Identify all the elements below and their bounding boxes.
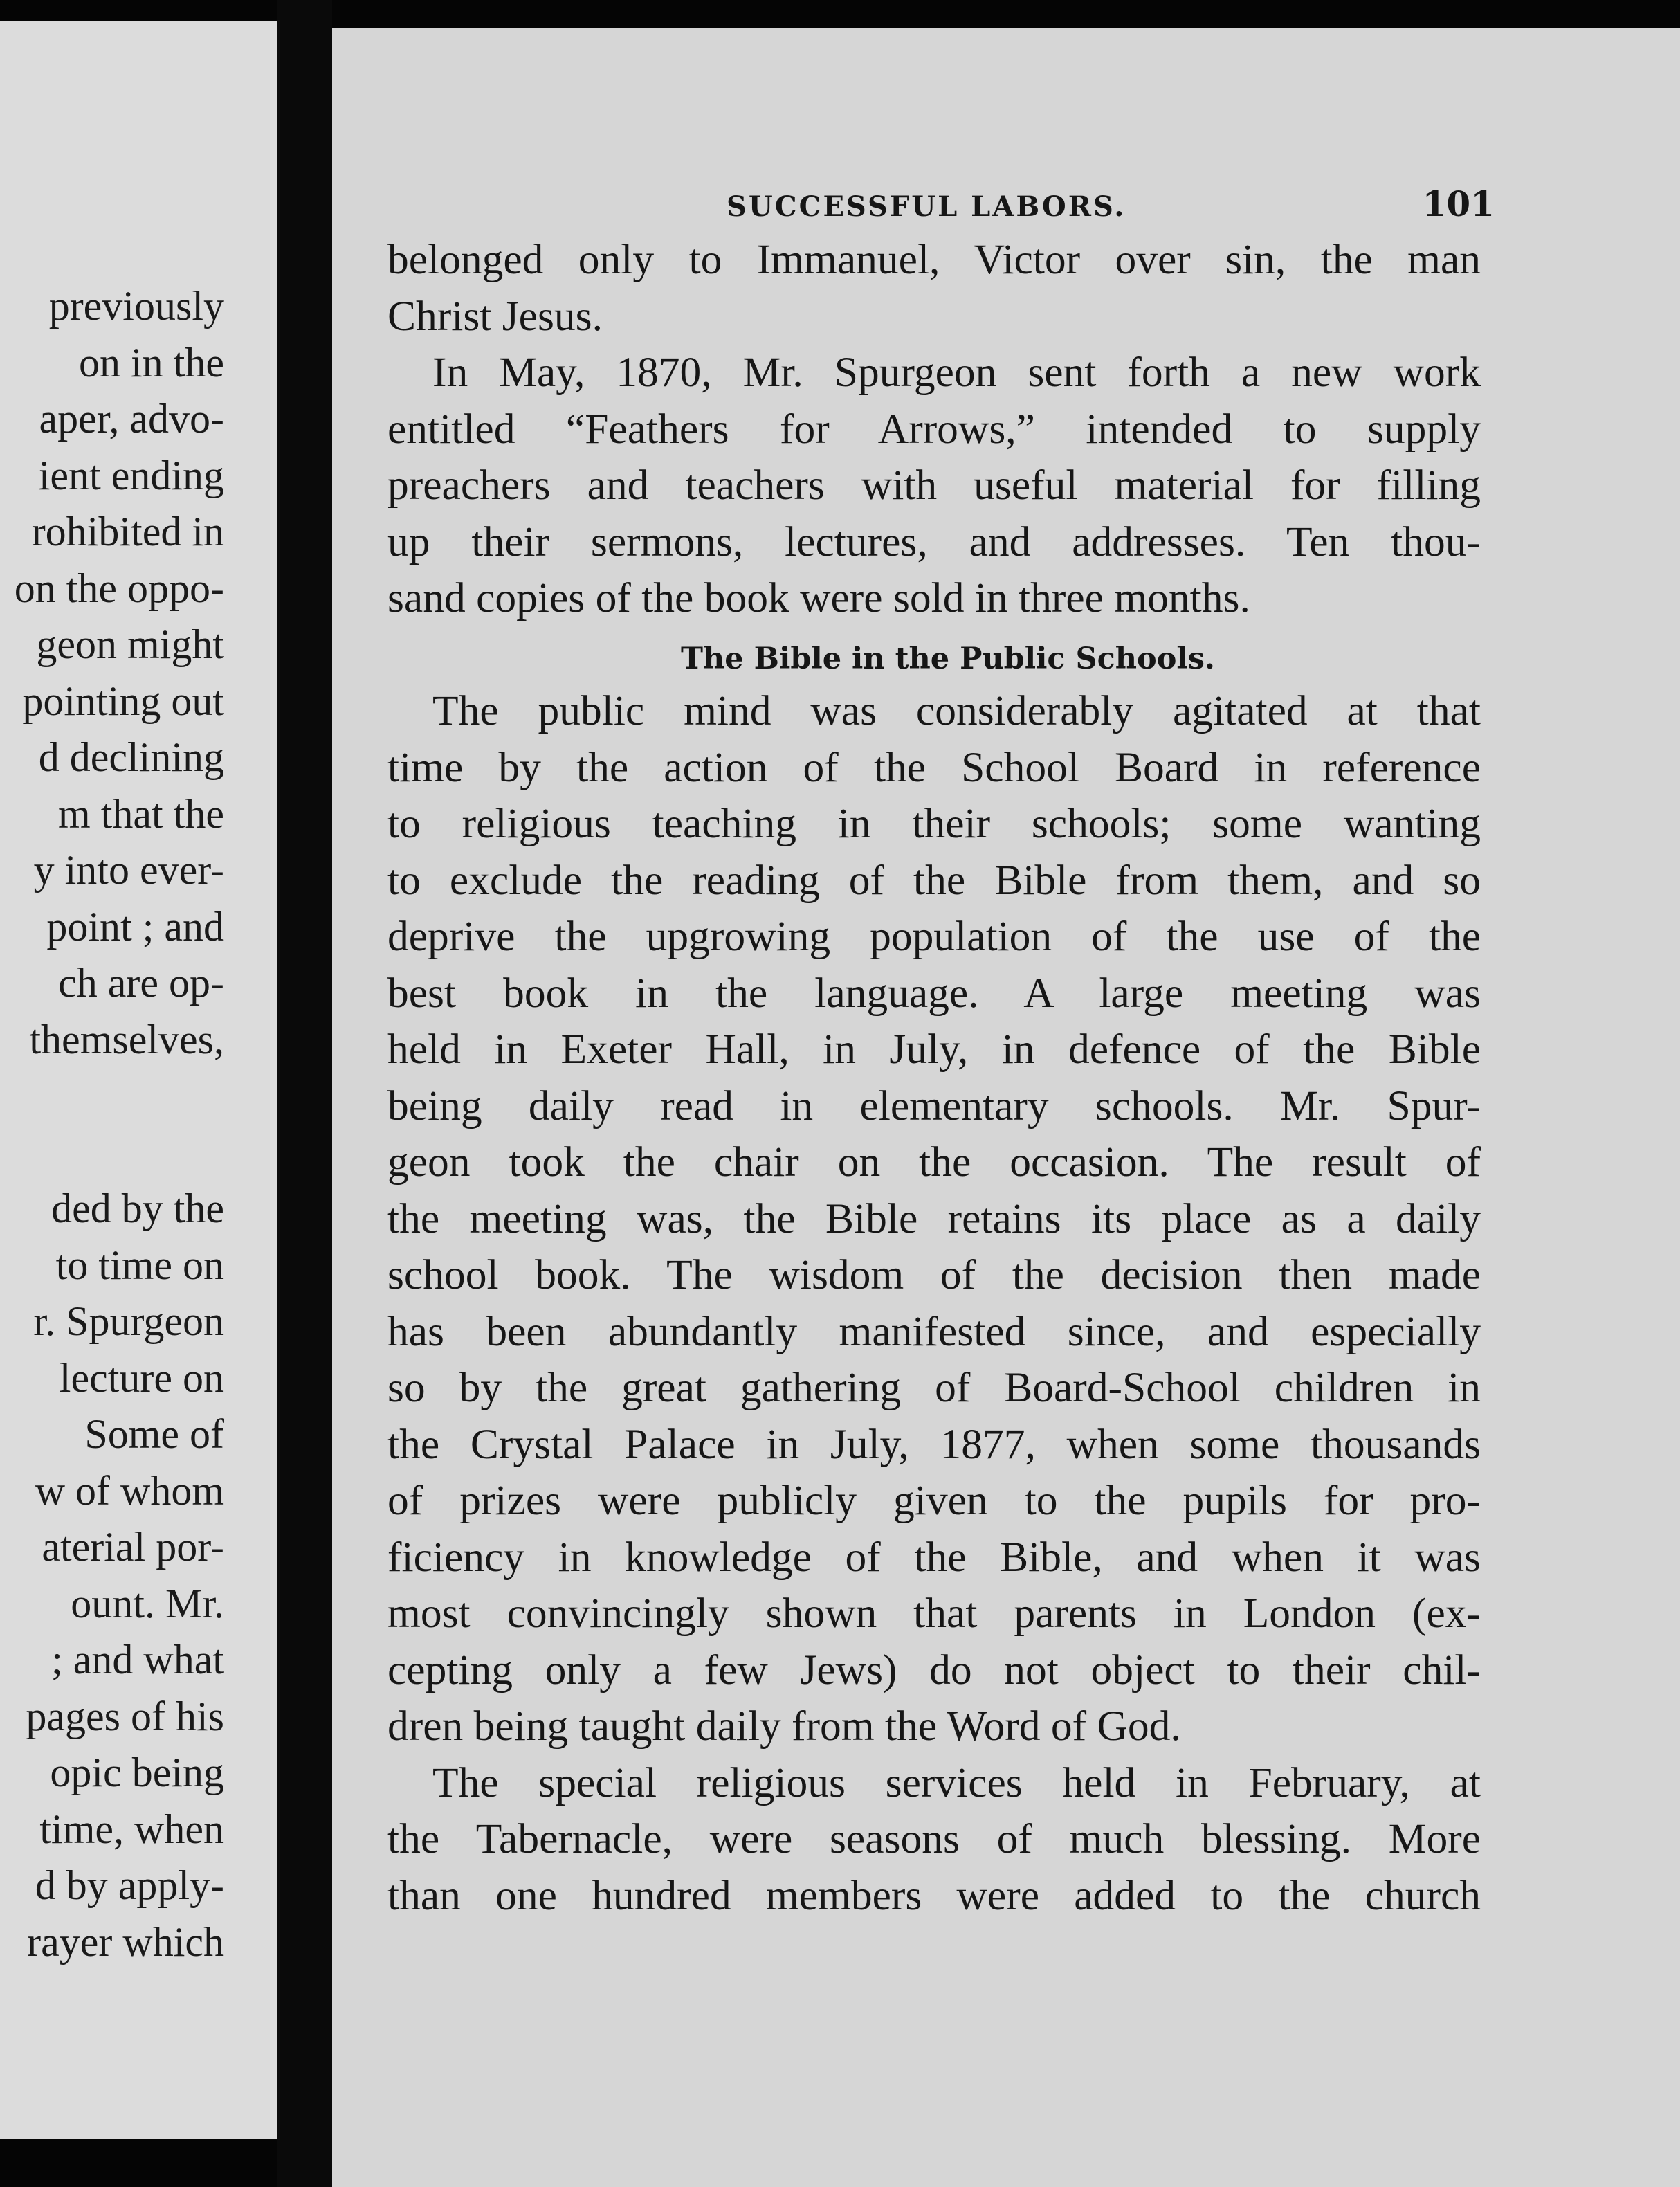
left-line: lecture on (59, 1354, 224, 1401)
text-line: ficiency in knowledge of the Bible, and when it was (387, 1533, 1481, 1581)
book-gutter (277, 0, 332, 2187)
left-line (0, 1125, 224, 1181)
left-line: rayer which (27, 1918, 224, 1965)
left-line: previously (48, 283, 224, 329)
text-line: belonged only to Immanuel, Victor over sin, the man (387, 236, 1481, 283)
left-line: to time on (55, 1242, 224, 1288)
text-line: sand copies of the book were sold in three months. (387, 574, 1250, 621)
section-heading: The Bible in the Public Schools. (681, 641, 1215, 676)
running-head (387, 183, 1495, 232)
left-line: point ; and (46, 903, 224, 950)
left-line: geon might (36, 621, 224, 667)
text-line: The public mind was considerably agitated at that (432, 687, 1481, 734)
left-line: ; and what (51, 1637, 224, 1682)
left-line: themselves, (29, 1016, 224, 1062)
text-line: has been abundantly manifested since, and especially (387, 1307, 1481, 1355)
paragraph-2 (387, 345, 1481, 627)
text-line: entitled “Feathers for Arrows,” intended to supply (387, 405, 1481, 453)
text-line: Christ Jesus. (387, 292, 603, 340)
text-line: In May, 1870, Mr. Spurgeon sent forth a new work (432, 349, 1481, 396)
left-line: opic being (50, 1750, 224, 1795)
text-line: The special religious services held in February, at (432, 1759, 1481, 1806)
text-line: dren being taught daily from the Word of God. (387, 1703, 1181, 1750)
text-line: so by the great gathering of Board-School children in (387, 1364, 1481, 1411)
text-line: geon took the chair on the occasion. The result of (387, 1138, 1481, 1186)
left-line: d by apply- (35, 1862, 224, 1908)
left-line: m that the (58, 790, 224, 837)
page-content (387, 183, 1495, 1924)
text-line: the Crystal Palace in July, 1877, when some thousands (387, 1420, 1481, 1468)
left-line: y into ever- (33, 847, 224, 893)
left-line: d declining (38, 734, 224, 780)
text-line: being daily read in elementary schools. Mr. Spur- (387, 1082, 1481, 1129)
left-line: on in the (79, 339, 224, 385)
left-line: ch are op- (58, 960, 224, 1006)
text-line: time by the action of the School Board in reference (387, 743, 1481, 791)
text-line: cepting only a few Jews) do not object to their chil- (387, 1646, 1481, 1694)
left-line: w of whom (35, 1467, 224, 1514)
left-line: rohibited in (31, 509, 224, 554)
text-line: best book in the language. A large meeting was (387, 969, 1481, 1017)
left-line: Some of (84, 1411, 224, 1457)
text-line: to religious teaching in their schools; some wanting (387, 800, 1481, 847)
paragraph-3 (387, 683, 1481, 1755)
left-line (0, 1068, 224, 1125)
left-facing-page (0, 21, 277, 2139)
text-line: to exclude the reading of the Bible from them, and so (387, 856, 1481, 904)
text-line: most convincingly shown that parents in London (ex- (387, 1590, 1481, 1637)
text-line: held in Exeter Hall, in July, in defence of the Bible (387, 1026, 1481, 1073)
text-line: school book. The wisdom of the decision then made (387, 1251, 1481, 1298)
text-line: the meeting was, the Bible retains its place as a daily (387, 1195, 1481, 1242)
text-line: up their sermons, lectures, and addresses. Ten thou- (387, 518, 1481, 565)
page-number: 101 (1422, 183, 1495, 224)
left-line: r. Spurgeon (33, 1298, 224, 1344)
left-line: ount. Mr. (71, 1580, 224, 1626)
left-line: time, when (39, 1806, 224, 1852)
right-page (332, 28, 1680, 2187)
left-line: on the oppo- (14, 565, 224, 611)
running-title: SUCCESSFUL LABORS. (727, 190, 1126, 223)
body-text (387, 232, 1481, 1924)
left-line: aper, advo- (39, 396, 224, 442)
paragraph-1 (387, 232, 1481, 345)
left-page-text (0, 278, 224, 1970)
left-line: pages of his (26, 1693, 224, 1739)
text-line: preachers and teachers with useful material for filling (387, 462, 1481, 509)
text-line: of prizes were publicly given to the pupils for pro- (387, 1477, 1481, 1524)
paragraph-4 (387, 1755, 1481, 1925)
text-line: the Tabernacle, were seasons of much blessing. More (387, 1815, 1481, 1862)
text-line: deprive the upgrowing population of the use of the (387, 913, 1481, 960)
left-line: pointing out (22, 678, 224, 724)
text-line: than one hundred members were added to the church (387, 1871, 1481, 1919)
left-line: aterial por- (42, 1524, 224, 1570)
left-line: ient ending (38, 452, 224, 498)
left-line: ded by the (51, 1186, 224, 1231)
